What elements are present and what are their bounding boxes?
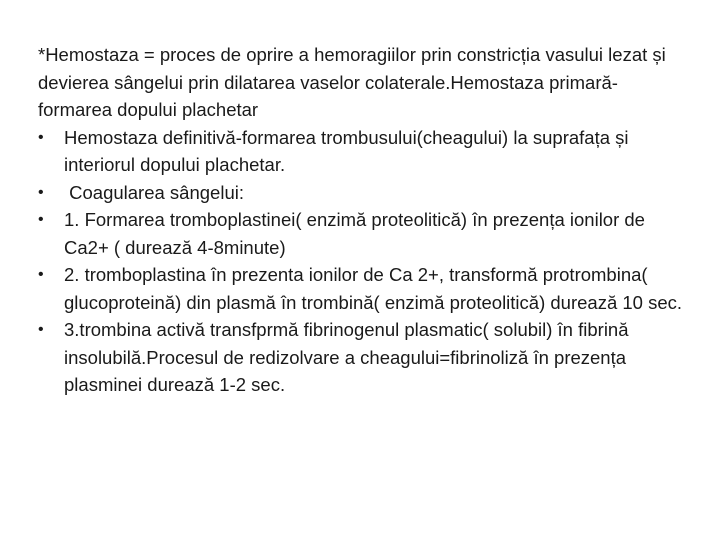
bullet-icon: • [38, 183, 44, 201]
list-item-text: 2. tromboplastina în prezenta ionilor de Ca 2+, transformă protrombina( glucoproteină) din plasmă în trombină( enzimă proteolitică) durează 10 sec. [64, 264, 683, 313]
list-item-text: Hemostaza definitivă-formarea trombusului(cheagului) la suprafața și interiorul dopului plachetar. [64, 126, 629, 175]
bullet-icon: • [38, 321, 44, 338]
list-item-text: 3.trombina activă transfprmă fibrinogenul plasmatic( solubil) în fibrină insolubilă.Procesul de redizolvare a cheagului=fibrinoliză în prezența plasminei durează 1-2 sec. [64, 319, 629, 395]
bullet-icon: • [38, 211, 44, 228]
list-item [38, 179, 690, 207]
list-item-text: Coagularea sângelui: [64, 181, 244, 203]
intro-paragraph: *Hemostaza = proces de oprire a hemoragiilor prin constricția vasului lezat și devierea sângelui prin dilatarea vaselor colaterale.Hemostaza primară-formarea dopului plachetar [38, 44, 666, 120]
list-item-text: 1. Formarea tromboplastinei( enzimă proteolitică) în prezența ionilor de Ca2+ ( durează 4-8minute) [64, 209, 645, 258]
bullet-list [38, 124, 690, 399]
list-item [38, 206, 690, 261]
list-item [38, 316, 690, 399]
list-item [38, 124, 690, 179]
bullet-icon: • [38, 128, 44, 146]
bullet-icon: • [38, 266, 44, 283]
list-item [38, 261, 690, 316]
